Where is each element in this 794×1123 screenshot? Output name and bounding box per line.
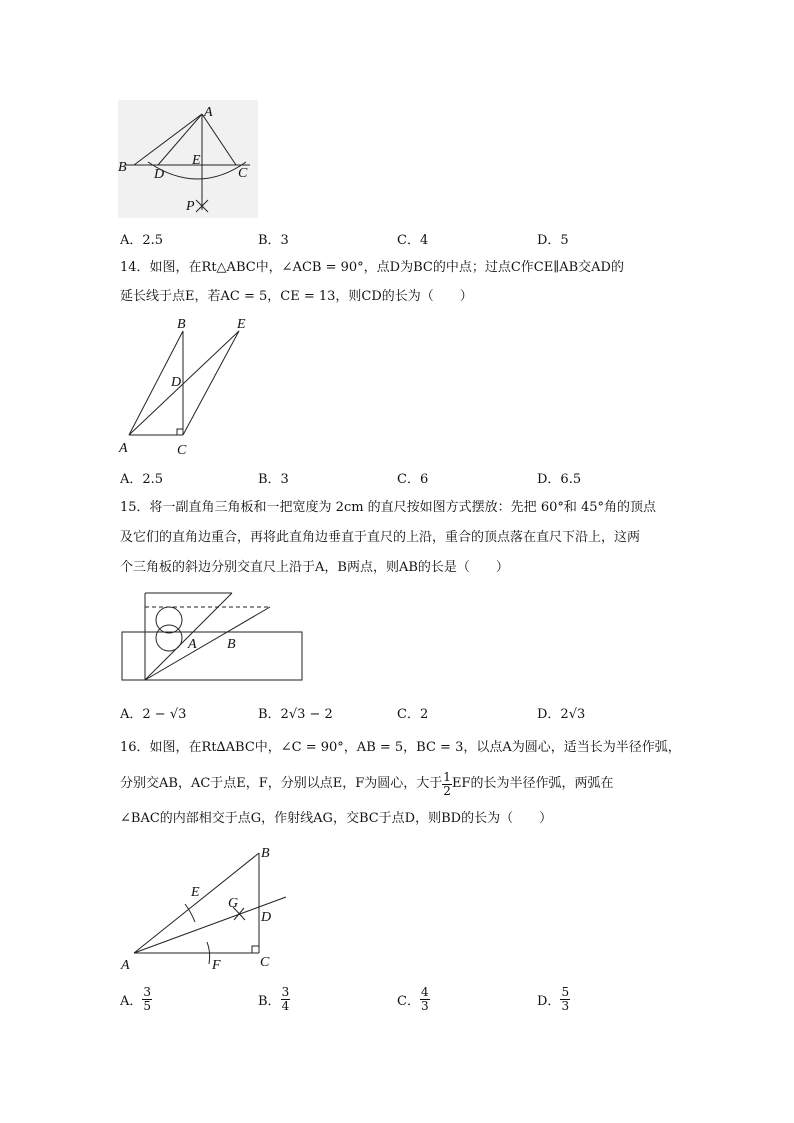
q16-question-line3: ∠BAC的内部相交于点G，作射线AG，交BC于点D，则BD的长为（ ） (120, 811, 553, 826)
q15-question-line2: 及它们的直角边重合，再将此直角边垂直于直尺的上沿，重合的顶点落在直尺下沿上，这两 (120, 530, 641, 545)
q16-figure (115, 840, 300, 975)
q15-label-b: B (227, 637, 236, 652)
q15-figure (118, 588, 308, 684)
q16-fraction-num: 1 (443, 769, 451, 784)
q13-figure (118, 100, 258, 218)
q13-label-c: C (238, 166, 248, 181)
q16-option-a-letter: A． (120, 994, 143, 1009)
q16-label-a: A (121, 958, 130, 973)
q16-line2-part1: 分别交AB，AC于点E，F，分别以点E，F为圆心，大于 (120, 776, 443, 791)
q16-label-f: F (212, 958, 221, 973)
q16-option-b[interactable] (258, 986, 290, 1013)
q16-fraction-den: 2 (443, 783, 451, 798)
q16-label-c: C (260, 955, 270, 970)
q16-option-d-num: 5 (561, 985, 570, 999)
q14-option-a[interactable]: A．2.5 (120, 472, 164, 487)
q16-option-c-den: 3 (420, 999, 429, 1013)
q14-question-line1: 14．如图，在Rt△ABC中，∠ACB = 90°，点D为BC的中点；过点C作CE∥AB交AD的 (120, 260, 624, 275)
q15-option-d[interactable]: D．2√3 (537, 707, 586, 722)
q13-diagram (118, 100, 258, 218)
q13-option-b[interactable]: B．3 (258, 233, 289, 248)
q16-question-line1: 16．如图，在Rt∆ABC中，∠C = 90°，AB = 5，BC = 3，以点A为圆心，适当长为半径作弧， (120, 740, 681, 755)
q16-label-d: D (261, 910, 272, 925)
q16-label-g: G (228, 896, 239, 911)
q16-option-a-fraction (142, 986, 152, 1013)
q16-option-a-den: 5 (143, 999, 152, 1013)
q13-option-a[interactable]: A．2.5 (120, 233, 164, 248)
q16-option-d[interactable] (537, 986, 570, 1013)
q15-option-c[interactable]: C．2 (397, 707, 429, 722)
q16-option-a[interactable] (120, 986, 152, 1013)
q16-option-d-fraction (560, 986, 570, 1013)
q16-option-c-fraction (420, 986, 430, 1013)
q14-option-b[interactable]: B．3 (258, 472, 289, 487)
q16-label-e: E (191, 885, 200, 900)
q16-option-c[interactable] (397, 986, 430, 1013)
q16-fraction (442, 771, 452, 798)
q15-label-a: A (188, 637, 197, 652)
q16-option-c-num: 4 (420, 985, 429, 999)
q16-diagram (115, 840, 300, 975)
q14-question-line2: 延长线于点E，若AC = 5，CE = 13，则CD的长为（ ） (120, 289, 473, 304)
q16-option-d-letter: D． (537, 994, 561, 1009)
q16-option-d-den: 3 (561, 999, 570, 1013)
q13-label-a: A (204, 105, 213, 120)
q13-label-b: B (118, 160, 127, 175)
q13-label-d: D (154, 167, 165, 182)
q15-option-a[interactable]: A．2 − √3 (120, 707, 187, 722)
q15-question-line3: 个三角板的斜边分别交直尺上沿于A，B两点，则AB的长是（ ） (120, 560, 509, 575)
q16-option-b-fraction (281, 986, 291, 1013)
q13-label-p: P (186, 199, 195, 214)
q16-option-b-den: 4 (281, 999, 290, 1013)
q16-label-b: B (261, 846, 270, 861)
q14-figure (115, 315, 265, 460)
q15-option-b[interactable]: B．2√3 − 2 (258, 707, 333, 722)
q16-line2-part2: EF的长为半径作弧，两弧在 (451, 776, 614, 791)
q14-option-d[interactable]: D．6.5 (537, 472, 582, 487)
q15-diagram (118, 588, 308, 684)
q13-label-e: E (192, 153, 201, 168)
q14-diagram (115, 315, 265, 460)
q13-option-d[interactable]: D．5 (537, 233, 569, 248)
q16-option-b-num: 3 (281, 985, 290, 999)
q16-question-line2 (120, 768, 613, 800)
q14-label-d: D (171, 375, 182, 390)
q14-option-c[interactable]: C．6 (397, 472, 429, 487)
q16-option-a-num: 3 (143, 985, 152, 999)
q14-label-c: C (177, 443, 187, 458)
q15-question-line1: 15．将一副直角三角板和一把宽度为 2cm 的直尺按如图方式摆放：先把 60°和 45°角的顶点 (120, 500, 657, 515)
q14-label-a: A (119, 441, 128, 456)
q14-label-e: E (237, 317, 246, 332)
q16-option-b-letter: B． (258, 994, 281, 1009)
q16-option-c-letter: C． (397, 994, 420, 1009)
q14-label-b: B (177, 317, 186, 332)
q13-option-c[interactable]: C．4 (397, 233, 429, 248)
